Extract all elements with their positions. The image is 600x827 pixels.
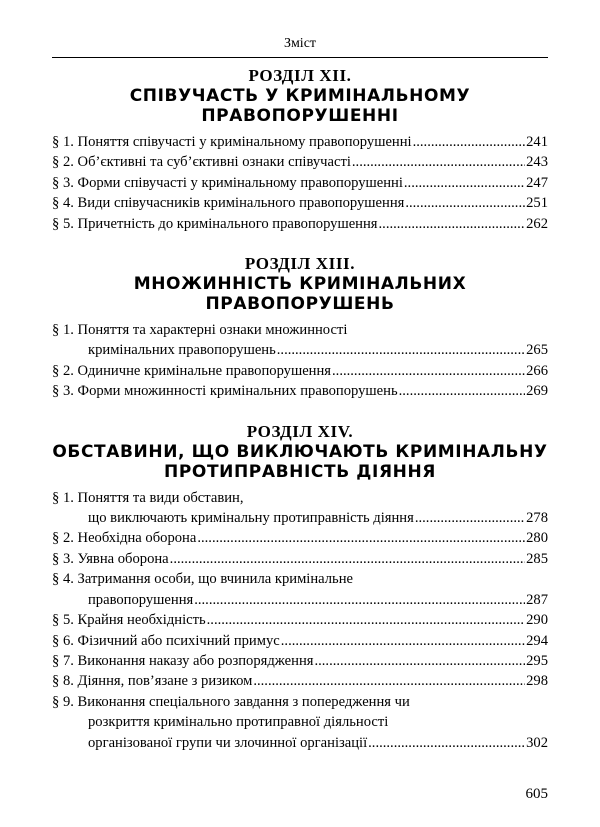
entry-title: § 5. Крайня необхідність <box>52 612 206 629</box>
section-title-line: ПРАВОПОРУШЕННІ <box>201 106 399 126</box>
toc-entry[interactable] <box>52 549 548 569</box>
toc-entry[interactable] <box>52 610 548 630</box>
toc-entry[interactable] <box>52 381 548 401</box>
entry-title: § 3. Форми множинності кримінальних правопорушень <box>52 383 398 400</box>
page-number: 605 <box>525 786 548 802</box>
dot-leader <box>405 193 525 213</box>
entry-list <box>52 132 548 234</box>
entry-page-number: 294 <box>526 632 548 649</box>
dot-leader <box>413 132 526 152</box>
entry-line <box>52 320 548 340</box>
dot-leader <box>415 508 525 528</box>
section-title-line: МНОЖИННІСТЬ КРИМІНАЛЬНИХ <box>133 274 467 295</box>
entry-line <box>52 528 548 548</box>
entry-title: організованої групи чи злочинної організації <box>88 734 368 751</box>
entry-page-number: 262 <box>526 215 548 232</box>
dot-leader <box>277 340 525 360</box>
section-title-line: ПРАВОПОРУШЕНЬ <box>205 294 395 315</box>
dot-leader <box>332 361 525 381</box>
entry-line <box>52 214 548 234</box>
entry-title: § 9. Виконання спеціального завдання з попередження чи <box>52 693 410 710</box>
entry-page-number: 269 <box>526 383 548 400</box>
entry-line <box>52 340 548 360</box>
entry-title: § 5. Причетність до кримінального правопорушення <box>52 215 378 232</box>
entry-page-number: 265 <box>526 342 548 359</box>
entry-line <box>52 132 548 152</box>
entry-line <box>52 488 548 508</box>
entry-title: § 4. Види співучасників кримінального правопорушення <box>52 195 405 212</box>
entry-page-number: 266 <box>526 362 548 379</box>
entry-title: § 8. Діяння, пов’язане з ризиком <box>52 673 253 690</box>
entry-title: розкриття кримінально протиправної діяльності <box>88 714 389 731</box>
entry-page-number: 295 <box>526 652 548 669</box>
entry-page-number: 287 <box>526 591 548 608</box>
section-heading <box>52 422 548 482</box>
entry-line <box>52 173 548 193</box>
entry-page-number: 290 <box>526 612 548 629</box>
entry-title: § 2. Одиничне кримінальне правопорушення <box>52 362 332 379</box>
entry-line <box>52 733 548 753</box>
running-header: Зміст <box>283 36 317 51</box>
entry-line <box>52 152 548 172</box>
section-number: РОЗДІЛ XII. <box>248 66 352 85</box>
toc-entry[interactable] <box>52 132 548 152</box>
entry-title: § 6. Фізичний або психічний примус <box>52 632 280 649</box>
entry-list <box>52 488 548 753</box>
toc-entry[interactable] <box>52 193 548 213</box>
dot-leader <box>379 214 526 234</box>
toc-entry[interactable] <box>52 569 548 610</box>
entry-title: § 3. Форми співучасті у кримінальному правопорушенні <box>52 174 403 191</box>
toc-entry[interactable] <box>52 488 548 529</box>
toc-entry[interactable] <box>52 692 548 753</box>
toc-section <box>52 422 548 753</box>
entry-page-number: 302 <box>526 734 548 751</box>
entry-line <box>52 193 548 213</box>
dot-leader <box>197 528 525 548</box>
toc-entry[interactable] <box>52 651 548 671</box>
section-title-line: СПІВУЧАСТЬ У КРИМІНАЛЬНОМУ <box>129 86 471 106</box>
toc-entry[interactable] <box>52 152 548 172</box>
entry-title: § 3. Уявна оборона <box>52 550 169 567</box>
entry-title: § 2. Об’єктивні та суб’єктивні ознаки співучасті <box>52 154 351 171</box>
entry-line <box>52 508 548 528</box>
entry-title: § 1. Поняття та характерні ознаки множинності <box>52 322 348 339</box>
entry-title: кримінальних правопорушень <box>88 342 276 359</box>
section-heading <box>52 66 548 126</box>
toc-entry[interactable] <box>52 528 548 548</box>
toc-entry[interactable] <box>52 173 548 193</box>
entry-list <box>52 320 548 402</box>
entry-line <box>52 651 548 671</box>
dot-leader <box>194 590 525 610</box>
entry-title: § 1. Поняття співучасті у кримінальному правопорушенні <box>52 134 412 150</box>
entry-page-number: 241 <box>526 134 548 150</box>
entry-line <box>52 692 548 712</box>
entry-line <box>52 361 548 381</box>
dot-leader <box>368 733 525 753</box>
section-heading <box>52 254 548 314</box>
section-title-line: ОБСТАВИНИ, ЩО ВИКЛЮЧАЮТЬ КРИМІНАЛЬНУ <box>52 441 548 462</box>
entry-page-number: 278 <box>526 510 548 527</box>
entry-title: § 4. Затримання особи, що вчинила кримінальне <box>52 571 353 588</box>
entry-page-number: 251 <box>526 195 548 212</box>
entry-title: § 2. Необхідна оборона <box>52 530 197 547</box>
entry-title: § 7. Виконання наказу або розпорядження <box>52 652 314 669</box>
dot-leader <box>170 549 525 569</box>
dot-leader <box>399 381 525 401</box>
dot-leader <box>352 152 525 172</box>
toc-section <box>52 254 548 402</box>
toc-entry[interactable] <box>52 361 548 381</box>
entry-line <box>52 610 548 630</box>
header-rule <box>52 57 548 58</box>
dot-leader <box>404 173 525 193</box>
section-number: РОЗДІЛ XIV. <box>246 421 354 441</box>
toc-section <box>52 66 548 234</box>
entry-page-number: 298 <box>526 673 548 690</box>
entry-title: § 1. Поняття та види обставин, <box>52 489 244 506</box>
entry-line <box>52 631 548 651</box>
section-number: РОЗДІЛ XIII. <box>244 254 356 274</box>
entry-line <box>52 671 548 691</box>
entry-page-number: 285 <box>526 550 548 567</box>
entry-line <box>52 549 548 569</box>
toc-entry[interactable] <box>52 320 548 361</box>
entry-line <box>52 590 548 610</box>
entry-line <box>52 569 548 589</box>
toc-entry[interactable] <box>52 631 548 651</box>
dot-leader <box>314 651 525 671</box>
toc-entry[interactable] <box>52 214 548 234</box>
section-title-line: ПРОТИПРАВНІСТЬ ДІЯННЯ <box>164 461 436 482</box>
table-of-contents <box>52 66 548 773</box>
entry-title: правопорушення <box>88 591 194 608</box>
dot-leader <box>207 610 525 630</box>
entry-page-number: 243 <box>526 154 548 171</box>
dot-leader <box>281 631 525 651</box>
entry-page-number: 247 <box>526 174 548 191</box>
entry-line <box>52 712 548 732</box>
dot-leader <box>253 671 525 691</box>
toc-entry[interactable] <box>52 671 548 691</box>
entry-page-number: 280 <box>526 530 548 547</box>
entry-title: що виключають кримінальну протиправність діяння <box>88 510 414 527</box>
entry-line <box>52 381 548 401</box>
